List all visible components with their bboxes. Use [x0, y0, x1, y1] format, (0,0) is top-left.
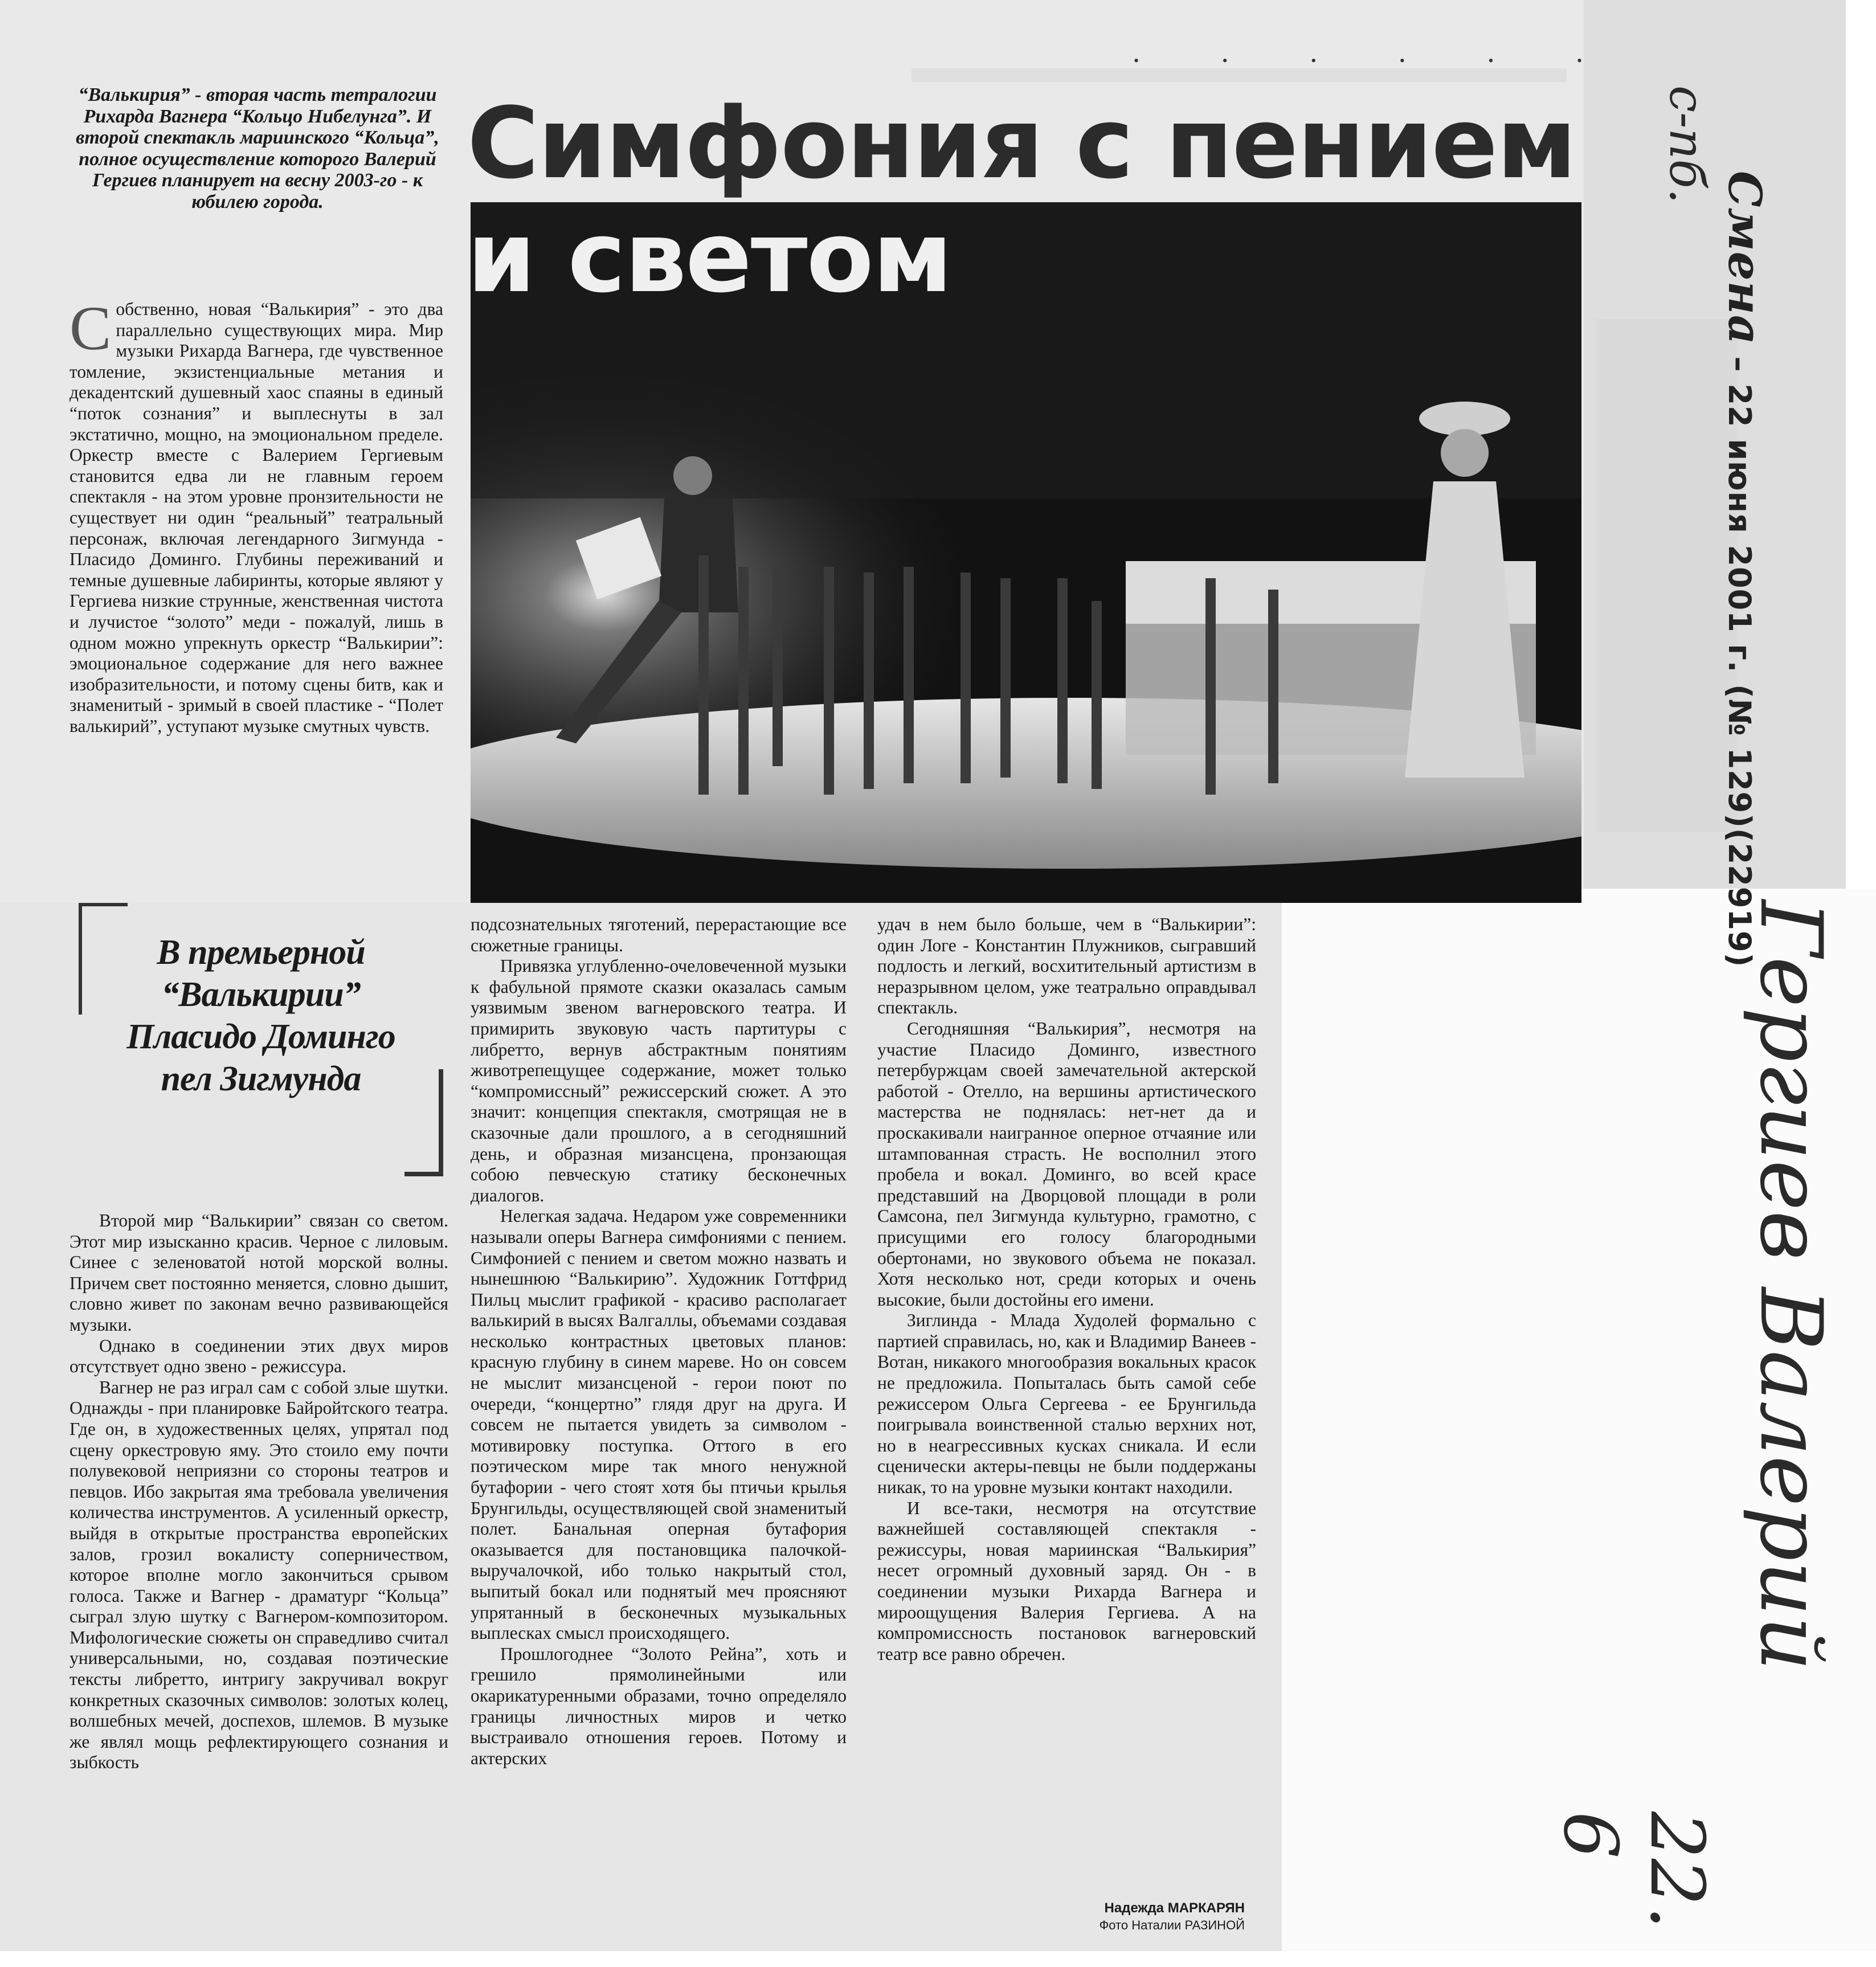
headline-line-1: Симфония с пением: [467, 86, 1576, 201]
column-1-top-text: обственно, новая “Валькирия” - это два параллельно существующих мира. Мир музыки Рихарда Вагнера, где чувственное томление, экзистенциальные метания и декадентский душевный хаос спаяны в единый “поток сознания” и выплеснуты в зал экстатично, мощно, на эмоциональном пределе. Оркестр вместе с Валерием Гергиевым становится едва ли не главным героем спектакля - на этом уровне пронзительности не существует ни один “реальный” театральный персонаж, включая легендарного Зигмунда - Пласидо Доминго. Глубины переживаний и темные душевные лабиринты, которые являют у Гергиева низкие струнные, женственная чистота и лучистое “золото” меди - пожалуй, лишь в одном можно упрекнуть оркестр “Валькирии”: эмоциональное содержание для него важнее изобразительности, и потому сцены битв, как и знаменитый - зримый в своей пластике - “Полет валькирий”, уступают музыке смутных чувств.: [70, 299, 443, 736]
ornament-dots: • • • • • •: [1134, 52, 1622, 69]
newspaper-masthead: [1718, 171, 1772, 968]
drop-cap: С: [70, 293, 112, 363]
paragraph: Второй мир “Валькирии” связан со светом. Этот мир изысканно красив. Черное с лиловым. Синее с зеленоватой нотой морской волны. Причем свет постоянно меняется, словно дышит, словно живет по законам вечно развивающейся музыки.: [70, 1211, 448, 1335]
column-3: [877, 914, 1256, 1665]
newspaper-logo: Смена: [1718, 171, 1772, 345]
handwritten-name: Гергиев Валерий: [1741, 900, 1840, 1671]
bleed-through: [912, 68, 1567, 82]
column-1-bottom: [70, 1211, 448, 1773]
issue-date: – 22 июня 2001 г. (№ 129)(22919): [1722, 356, 1758, 968]
article-lead: “Валькирия” - вторая часть тетралогии Рихарда Вагнера “Кольцо Нибелунга”. И второй спектакль мариинского “Кольца”, полное осуществление которого Валерий Гергиев планирует на весну 2003-го - к юбилею города.: [76, 84, 439, 212]
pull-quote-text: В премьерной “Валькирии” Пласидо Доминго пел Зигмунда: [126, 933, 395, 1098]
handwritten-city: с-пб.: [1659, 85, 1715, 204]
byline: [1051, 1900, 1245, 1934]
paragraph: Прошлогоднее “Золото Рейна”, хоть и грешило прямолинейными или окарикатуренными образами, точно определяло границы личностных миров и четко выстраивало отношения героев. Потому и актерских: [471, 1643, 847, 1768]
bleed-through: [1595, 319, 1738, 832]
author-name: Надежда МАРКАРЯН: [1104, 1900, 1245, 1916]
photo-credit: Фото Наталии РАЗИНОЙ: [1099, 1918, 1245, 1932]
paragraph: Вагнер не раз играл сам с собой злые шутки. Однажды - при планировке Байройтского театра. Где он, в художественных целях, упрятал под сцену оркестровую яму. Это стоило ему почти полувековой неприязни со стороны театров и певцов. Ибо закрытая яма требовала увеличения количества инструментов. А усиленный оркестр, выйдя в открытые пространства европейских залов, грозил вокалисту соперничеством, которое вполне могло закончиться срывом голоса. Также и Вагнер - драматург “Кольца” сыграл злую шутку с Вагнером-композитором. Мифологические сюжеты он справедливо считал универсальными, но, создавая поэтические тексты либретто, интригу закручивал вокруг конкретных сказочных символов: золотых колец, волшебных мечей, доспехов, шлемов. В музыке же являл мощь рефлектирующего сознания и зыбкость: [70, 1377, 448, 1773]
paragraph: Зиглинда - Млада Худолей формально с партией справилась, но, как и Владимир Ванеев - Вотан, никакого многообразия вокальных красок не предложила. Попыталась быть самой себе режиссером Ольга Сергеева - ее Брунгильда поигрывала воинственной сталью верхних нот, но в неагрессивных кусках сникала. И если сценически актеры-певцы не были поддержаны никак, то на уровне музыки контакт находили.: [877, 1310, 1256, 1498]
paragraph: Привязка углубленно-очеловеченной музыки к фабульной прямоте сказки оказалась самым уязвимым звеном вагнеровского театра. И примирить звуковую часть партитуры с либретто, вернув абстрактным понятиям животрепещущее содержание, может только “компромиссный” режиссерский сюжет. А это значит: концепция спектакля, смотрящая не в сказочные дали прошлого, а в сегодняшний день, и образная мизансцена, пронзающая собою певческую статику бесконечных диалогов.: [471, 956, 847, 1205]
column-1-top: [70, 293, 443, 737]
column-2: [471, 914, 847, 1769]
paragraph: Сегодняшняя “Валькирия”, несмотря на участие Пласидо Доминго, известного петербуржцам своей замечательной актерской работой - Отелло, на вершины артистического мастерства не поднялась: нет-нет да и проскакивали наигранное оперное отчаяние или штампованная страсть. Не восполнил этого пробела и вокал. Доминго, во всей красе представший на Дворцовой площади в роли Самсона, пел Зигмунда культурно, грамотно, с присущими его голосу благородными обертонами, но звукового объема не показал. Хотя несколько нот, среди которых и очень высокие, были достойны его имени.: [877, 1018, 1256, 1310]
headline-line-2: и светом: [467, 200, 952, 314]
pull-quote: [79, 903, 443, 1188]
paragraph: подсознательных тяготений, перерастающие все сюжетные границы.: [471, 914, 847, 955]
paragraph: удач в нем было больше, чем в “Валькирии”: один Логе - Константин Плужников, сыгравший подлость и легкий, восхитительный артистизм в неразрывном целом, уже театрально оправдывал спектакль.: [877, 914, 1256, 1018]
paragraph: И все-таки, несмотря на отсутствие важнейшей составляющей спектакля - режиссуры, новая мариинская “Валькирия” несет огромный духовный заряд. Он - в соединении музыки Рихарда Вагнера и мироощущения Валерия Гергиева. А на компромиссность постановок вагнеровский театр все равно обречен.: [877, 1498, 1256, 1664]
handwritten-date: 22. 6: [1547, 1811, 1720, 1929]
paragraph: Нелегкая задача. Недаром уже современники называли оперы Вагнера симфониями с пением. Симфонией с пением и светом можно назвать и нынешнюю “Валькирию”. Художник Готтфрид Пильц мыслит графикой - красиво располагает валькирий в высях Валгаллы, объемами создавая несколько контрастных цветовых планов: красную глубину в синем мареве. Но он совсем не мыслит мизансценой - герои поют по очереди, “концертно” глядя друг на друга. И совсем не пытается увидеть за символом - мотивировку поступка. Оттого в его поэтическом мире так много ненужной бутафории - чего стоят хотя бы птичьи крылья Брунгильды, осуществляющей свой знаменитый полет. Банальная оперная бутафория оказывается для постановщика палочкой-выручалочкой, ибо только накрытый стол, выпитый бокал или поднятый меч проясняют упрятанный в бесконечных музыкальных выплесках смысл происходящего.: [471, 1206, 847, 1643]
article-headline: [467, 86, 1698, 314]
paragraph: Однако в соединении этих двух миров отсутствует одно звено - режиссура.: [70, 1335, 448, 1377]
